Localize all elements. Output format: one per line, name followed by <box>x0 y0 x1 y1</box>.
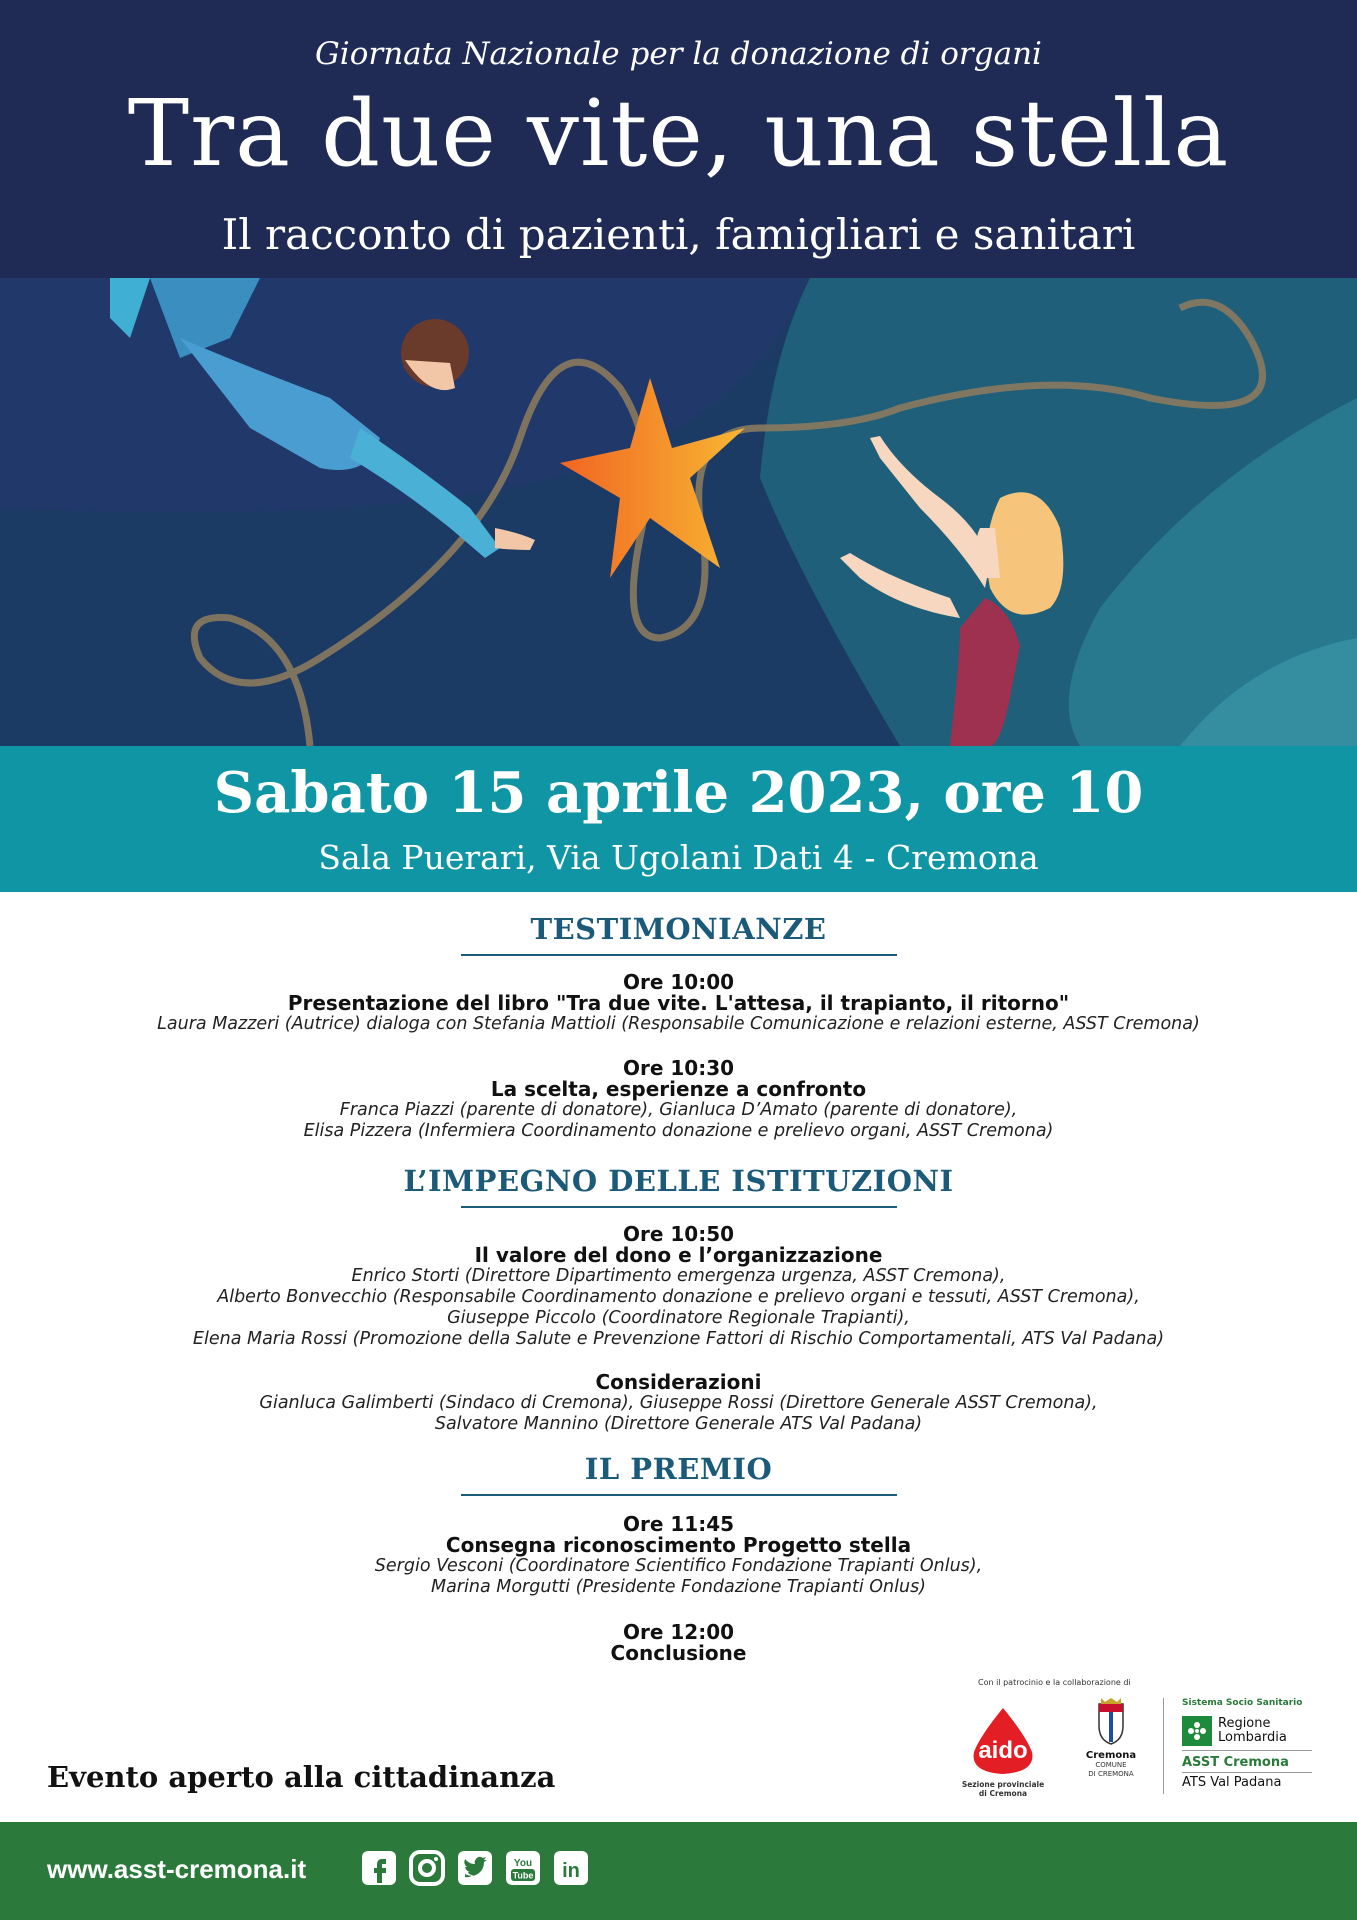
item-people: Marina Morgutti (Presidente Fondazione Trapianti Onlus) <box>430 1577 927 1597</box>
section-divider <box>461 1206 897 1208</box>
program <box>0 892 1357 1692</box>
cremona-name: Cremona <box>1085 1750 1137 1761</box>
section-divider <box>461 954 897 956</box>
asst-name: ASST Cremona <box>1182 1755 1312 1773</box>
item-people: Gianluca Galimberti (Sindaco di Cremona), Giuseppe Rossi (Direttore Generale ASST Cremona), <box>259 1393 1098 1413</box>
section-istituzioni <box>0 1164 1357 1208</box>
item-people: Salvatore Mannino (Direttore Generale ATS Val Padana) <box>434 1414 923 1434</box>
item-people: Alberto Bonvecchio (Responsabile Coordinamento donazione e prelievo organi e tessuti, ASST Cremona), <box>217 1287 1140 1307</box>
item-people: Franca Piazzi (parente di donatore), Gianluca D’Amato (parente di donatore), <box>339 1100 1018 1120</box>
program-item <box>0 1514 1357 1598</box>
header-banner <box>0 0 1357 278</box>
hero-illustration <box>0 278 1357 746</box>
item-title: Consegna riconoscimento Progetto stella <box>445 1533 912 1557</box>
item-people: Elisa Pizzera (Infermiera Coordinamento donazione e prelievo organi, ASST Cremona) <box>303 1121 1054 1141</box>
cremona-caption: DI CREMONA <box>1088 1770 1134 1778</box>
instagram-icon[interactable] <box>408 1849 446 1887</box>
section-divider <box>461 1494 897 1496</box>
item-time: Ore 11:45 <box>622 1512 735 1536</box>
date-band <box>0 746 1357 892</box>
section-title: IL PREMIO <box>584 1452 773 1486</box>
aido-caption: di Cremona <box>978 1789 1028 1798</box>
cremona-logo <box>1078 1696 1144 1779</box>
footer <box>0 1822 1357 1920</box>
program-item <box>0 1372 1357 1435</box>
regione-lombardia-logo <box>1182 1698 1312 1790</box>
item-title: Presentazione del libro "Tra due vite. L'attesa, il trapianto, il ritorno" <box>287 991 1070 1015</box>
item-people: Sergio Vesconi (Coordinatore Scientifico Fondazione Trapianti Onlus), <box>374 1556 983 1576</box>
item-time: Ore 10:30 <box>622 1056 735 1080</box>
section-title: TESTIMONIANZE <box>530 912 827 946</box>
aido-drop-icon <box>966 1706 1040 1776</box>
section-premio <box>0 1452 1357 1496</box>
event-venue: Sala Puerari, Via Ugolani Dati 4 - Cremona <box>318 838 1039 877</box>
item-people: Elena Maria Rossi (Promozione della Salute e Prevenzione Fattori di Rischio Comportamentali, ATS Val Padana) <box>192 1329 1165 1349</box>
item-people: Laura Mazzeri (Autrice) dialoga con Stefania Mattioli (Responsabile Comunicazione e relazioni esterne, ASST Cremona) <box>157 1014 1200 1034</box>
item-time: Ore 10:00 <box>622 970 735 994</box>
header-kicker: Giornata Nazionale per la donazione di organi <box>315 36 1042 72</box>
item-time: Ore 12:00 <box>622 1620 735 1644</box>
page-title: Tra due vite, una stella <box>127 80 1230 187</box>
program-item <box>0 972 1357 1035</box>
logo-divider <box>1163 1698 1164 1794</box>
patronage-text: Con il patrocinio e la collaborazione di <box>978 1678 1131 1687</box>
item-time: Ore 10:50 <box>622 1222 735 1246</box>
item-title: La scelta, esperienze a confronto <box>490 1077 867 1101</box>
program-item <box>0 1224 1357 1350</box>
item-title: Considerazioni <box>595 1370 762 1394</box>
regione-name: Regione <box>1218 1716 1271 1731</box>
section-testimonianze <box>0 912 1357 956</box>
event-date: Sabato 15 aprile 2023, ore 10 <box>213 760 1144 826</box>
website-link[interactable]: www.asst-cremona.it <box>47 1854 307 1884</box>
item-title: Il valore del dono e l’organizzazione <box>474 1243 883 1267</box>
linkedin-icon[interactable] <box>552 1849 590 1887</box>
aido-logo <box>958 1706 1048 1798</box>
regione-name: Lombardia <box>1218 1730 1287 1745</box>
ats-name: ATS Val Padana <box>1182 1775 1282 1790</box>
lombardia-rose-icon <box>1182 1716 1212 1746</box>
program-item <box>0 1622 1357 1664</box>
item-title: Conclusione <box>610 1641 747 1665</box>
aido-caption: Sezione provinciale <box>961 1780 1045 1789</box>
linkedin-label: in <box>562 1860 580 1882</box>
cremona-crest-icon <box>1091 1696 1131 1746</box>
item-people: Giuseppe Piccolo (Coordinatore Regionale Trapianti), <box>447 1308 910 1328</box>
page-subtitle: Il racconto di pazienti, famigliari e sanitari <box>221 210 1136 259</box>
open-event-note: Evento aperto alla cittadinanza <box>47 1760 556 1794</box>
section-title: L’IMPEGNO DELLE ISTITUZIONI <box>403 1164 954 1198</box>
facebook-icon[interactable] <box>360 1849 398 1887</box>
youtube-label: You <box>513 1858 533 1869</box>
regione-system: Sistema Socio Sanitario <box>1182 1698 1303 1708</box>
partner-logos <box>958 1676 1318 1806</box>
social-links <box>360 1849 590 1887</box>
cremona-caption: COMUNE <box>1095 1761 1127 1769</box>
aido-wordmark: aido <box>978 1737 1028 1764</box>
youtube-icon[interactable] <box>504 1849 542 1887</box>
program-item <box>0 1058 1357 1142</box>
item-people: Enrico Storti (Direttore Dipartimento emergenza urgenza, ASST Cremona), <box>351 1266 1006 1286</box>
youtube-label: Tube <box>512 1870 534 1881</box>
twitter-icon[interactable] <box>456 1849 494 1887</box>
